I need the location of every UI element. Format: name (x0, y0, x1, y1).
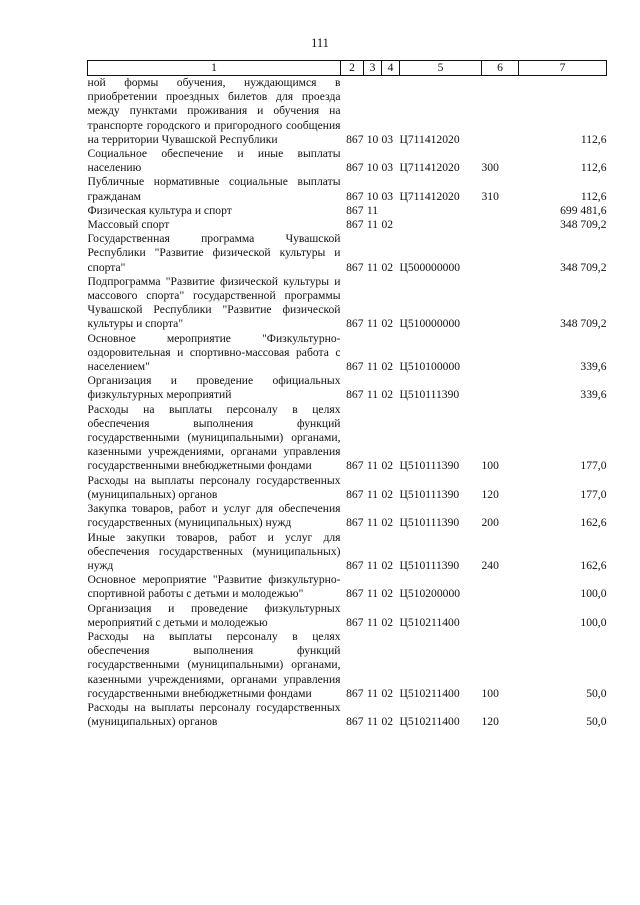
target-article-code: Ц510211400 (399, 686, 460, 700)
target-article-code (400, 218, 482, 232)
section-code: 11 (366, 360, 379, 374)
page-number: 111 (311, 36, 329, 50)
amount: 162,6 (580, 516, 607, 530)
column-header: 6 (482, 61, 519, 76)
table-row (88, 76, 607, 148)
expense-type-code (482, 232, 519, 275)
row-description: Массовый спорт (87, 218, 170, 232)
amount: 112,6 (580, 161, 607, 175)
table-row (88, 204, 607, 218)
subsection-code: 02 (381, 715, 394, 729)
subsection-code: 02 (381, 360, 394, 374)
amount: 339,6 (580, 360, 607, 374)
subsection-code: 02 (381, 487, 394, 501)
ministry-code: 867 (346, 587, 364, 601)
ministry-code: 867 (346, 161, 364, 175)
ministry-code: 867 (346, 715, 364, 729)
row-description: Социальное обеспечение и иные выплаты населению (87, 147, 341, 175)
amount: 50,0 (586, 715, 607, 729)
subsection-code: 03 (381, 132, 394, 146)
expense-type-code: 200 (481, 516, 499, 530)
section-code: 11 (366, 615, 379, 629)
target-article-code (400, 204, 482, 218)
ministry-code: 867 (346, 189, 364, 203)
target-article-code: Ц510000000 (399, 317, 461, 331)
target-article-code: Ц510111390 (399, 487, 460, 501)
expense-type-code (482, 275, 519, 332)
target-article-code: Ц711412020 (399, 189, 460, 203)
target-article-code: Ц510211400 (399, 615, 460, 629)
expense-type-code (482, 374, 519, 402)
column-header: 1 (88, 61, 341, 76)
expense-type-code: 100 (481, 459, 499, 473)
column-header-row (88, 61, 607, 76)
ministry-code: 867 (346, 558, 364, 572)
section-code: 10 (366, 189, 379, 203)
section-code: 11 (366, 459, 379, 473)
ministry-code: 867 (346, 360, 364, 374)
subsection-code: 02 (381, 686, 394, 700)
target-article-code: Ц711412020 (399, 132, 460, 146)
table-row (88, 474, 607, 502)
section-code: 11 (366, 558, 379, 572)
amount: 348 709,2 (560, 218, 607, 232)
table-row (88, 275, 607, 332)
ministry-code: 867 (346, 615, 364, 629)
subsection-code: 02 (381, 260, 394, 274)
section-code: 11 (366, 686, 379, 700)
row-description: Иные закупки товаров, работ и услуг для обеспечения государственных (муниципальных) нужд (87, 530, 341, 572)
ministry-code: 867 (346, 132, 364, 146)
subsection-code: 03 (381, 161, 394, 175)
expense-type-code (482, 602, 519, 630)
amount: 177,0 (580, 487, 607, 501)
amount: 177,0 (580, 459, 607, 473)
target-article-code: Ц510111390 (399, 558, 460, 572)
table-row (88, 147, 607, 175)
subsection-code: 02 (381, 516, 394, 530)
row-description: Основное мероприятие "Физкультурно-оздоровительная и спортивно-массовая работа с населением" (87, 331, 341, 374)
section-code: 11 (366, 203, 379, 217)
row-description: Подпрограмма "Развитие физической культуры и массового спорта" государственной программы Чувашской Республики "Развитие физической культуры и спорта" (87, 274, 341, 331)
row-description: Расходы на выплаты персоналу в целях обеспечения выполнения функций государственными (муниципальными) органами, казенными учреждениями, органами управления государственными внебюджетными фондами (87, 402, 341, 473)
table-row (88, 701, 607, 729)
expense-type-code: 240 (481, 558, 499, 572)
expense-type-code (482, 204, 519, 218)
amount: 50,0 (586, 686, 607, 700)
table-row (88, 218, 607, 232)
ministry-code: 867 (346, 459, 364, 473)
section-code: 11 (366, 218, 379, 232)
row-description: Расходы на выплаты персоналу государственных (муниципальных) органов (87, 700, 341, 729)
target-article-code: Ц510111390 (399, 388, 460, 402)
section-code: 10 (366, 132, 379, 146)
row-description: Основное мероприятие "Развитие физкультурно-спортивной работы с детьми и молодежью" (87, 573, 341, 601)
amount: 100,0 (580, 615, 607, 629)
section-code: 11 (366, 388, 379, 402)
row-description: Расходы на выплаты персоналу государственных (муниципальных) органов (87, 473, 341, 501)
section-code: 11 (366, 516, 379, 530)
budget-table (87, 60, 607, 729)
table-row (88, 630, 607, 701)
subsection-code: 02 (381, 388, 394, 402)
expense-type-code (482, 573, 519, 601)
table-row (88, 573, 607, 601)
ministry-code: 867 (346, 260, 364, 274)
column-header: 3 (364, 61, 382, 76)
ministry-code: 867 (346, 516, 364, 530)
target-article-code: Ц510211400 (399, 715, 460, 729)
table-row (88, 502, 607, 530)
target-article-code: Ц510200000 (399, 587, 461, 601)
table-row (88, 531, 607, 574)
table-row (88, 175, 607, 203)
target-article-code: Ц500000000 (399, 260, 461, 274)
subsection-code: 02 (381, 317, 394, 331)
row-description: ной формы обучения, нуждающимся в приобретении проездных билетов для проезда между пунктами проживания и обучения на транспорте городского и пригородного сообщения на территории Чувашской Республики (87, 76, 341, 146)
row-description: Расходы на выплаты персоналу в целях обеспечения выполнения функций государственными (муниципальными) органами, казенными учреждениями, органами управления государственными внебюджетными фондами (87, 629, 341, 700)
subsection-code: 03 (381, 189, 394, 203)
target-article-code: Ц711412020 (399, 161, 460, 175)
subsection-code (382, 204, 400, 218)
amount: 348 709,2 (560, 260, 607, 274)
amount: 112,6 (580, 189, 607, 203)
section-code: 11 (366, 317, 379, 331)
target-article-code: Ц510111390 (399, 459, 460, 473)
target-article-code: Ц510111390 (399, 516, 460, 530)
section-code: 11 (366, 260, 379, 274)
ministry-code: 867 (346, 388, 364, 402)
amount: 339,6 (580, 388, 607, 402)
ministry-code: 867 (346, 317, 364, 331)
section-code: 10 (366, 161, 379, 175)
table-row (88, 403, 607, 474)
amount: 699 481,6 (560, 203, 607, 217)
subsection-code: 02 (381, 587, 394, 601)
column-header: 7 (519, 61, 607, 76)
expense-type-code (482, 76, 519, 148)
expense-type-code: 300 (481, 161, 499, 175)
amount: 162,6 (580, 558, 607, 572)
section-code: 11 (366, 587, 379, 601)
table-row (88, 602, 607, 630)
subsection-code: 02 (381, 615, 394, 629)
section-code: 11 (366, 715, 379, 729)
table-row (88, 332, 607, 375)
expense-type-code: 100 (481, 686, 499, 700)
expense-type-code (482, 218, 519, 232)
row-description: Закупка товаров, работ и услуг для обеспечения государственных (муниципальных) нужд (87, 502, 341, 530)
row-description: Государственная программа Чувашской Республики "Развитие физической культуры и спорта" (87, 232, 341, 274)
row-description: Физическая культура и спорт (87, 203, 232, 217)
subsection-code: 02 (381, 558, 394, 572)
row-description: Публичные нормативные социальные выплаты гражданам (87, 175, 341, 203)
amount: 100,0 (580, 587, 607, 601)
subsection-code: 02 (381, 459, 394, 473)
ministry-code: 867 (346, 487, 364, 501)
row-description: Организация и проведение официальных физкультурных мероприятий (87, 374, 341, 402)
ministry-code: 867 (346, 218, 364, 232)
column-header: 2 (341, 61, 364, 76)
section-code: 11 (366, 487, 379, 501)
expense-type-code: 120 (481, 715, 499, 729)
column-header: 4 (382, 61, 400, 76)
ministry-code: 867 (346, 686, 364, 700)
column-header: 5 (400, 61, 482, 76)
table-row (88, 232, 607, 275)
ministry-code: 867 (346, 203, 364, 217)
subsection-code: 02 (381, 218, 394, 232)
target-article-code: Ц510100000 (399, 360, 461, 374)
amount: 112,6 (580, 132, 607, 146)
expense-type-code: 120 (481, 487, 499, 501)
table-row (88, 374, 607, 402)
expense-type-code: 310 (481, 189, 499, 203)
row-description: Организация и проведение физкультурных мероприятий с детьми и молодежью (87, 601, 341, 629)
expense-type-code (482, 332, 519, 375)
amount: 348 709,2 (560, 317, 607, 331)
